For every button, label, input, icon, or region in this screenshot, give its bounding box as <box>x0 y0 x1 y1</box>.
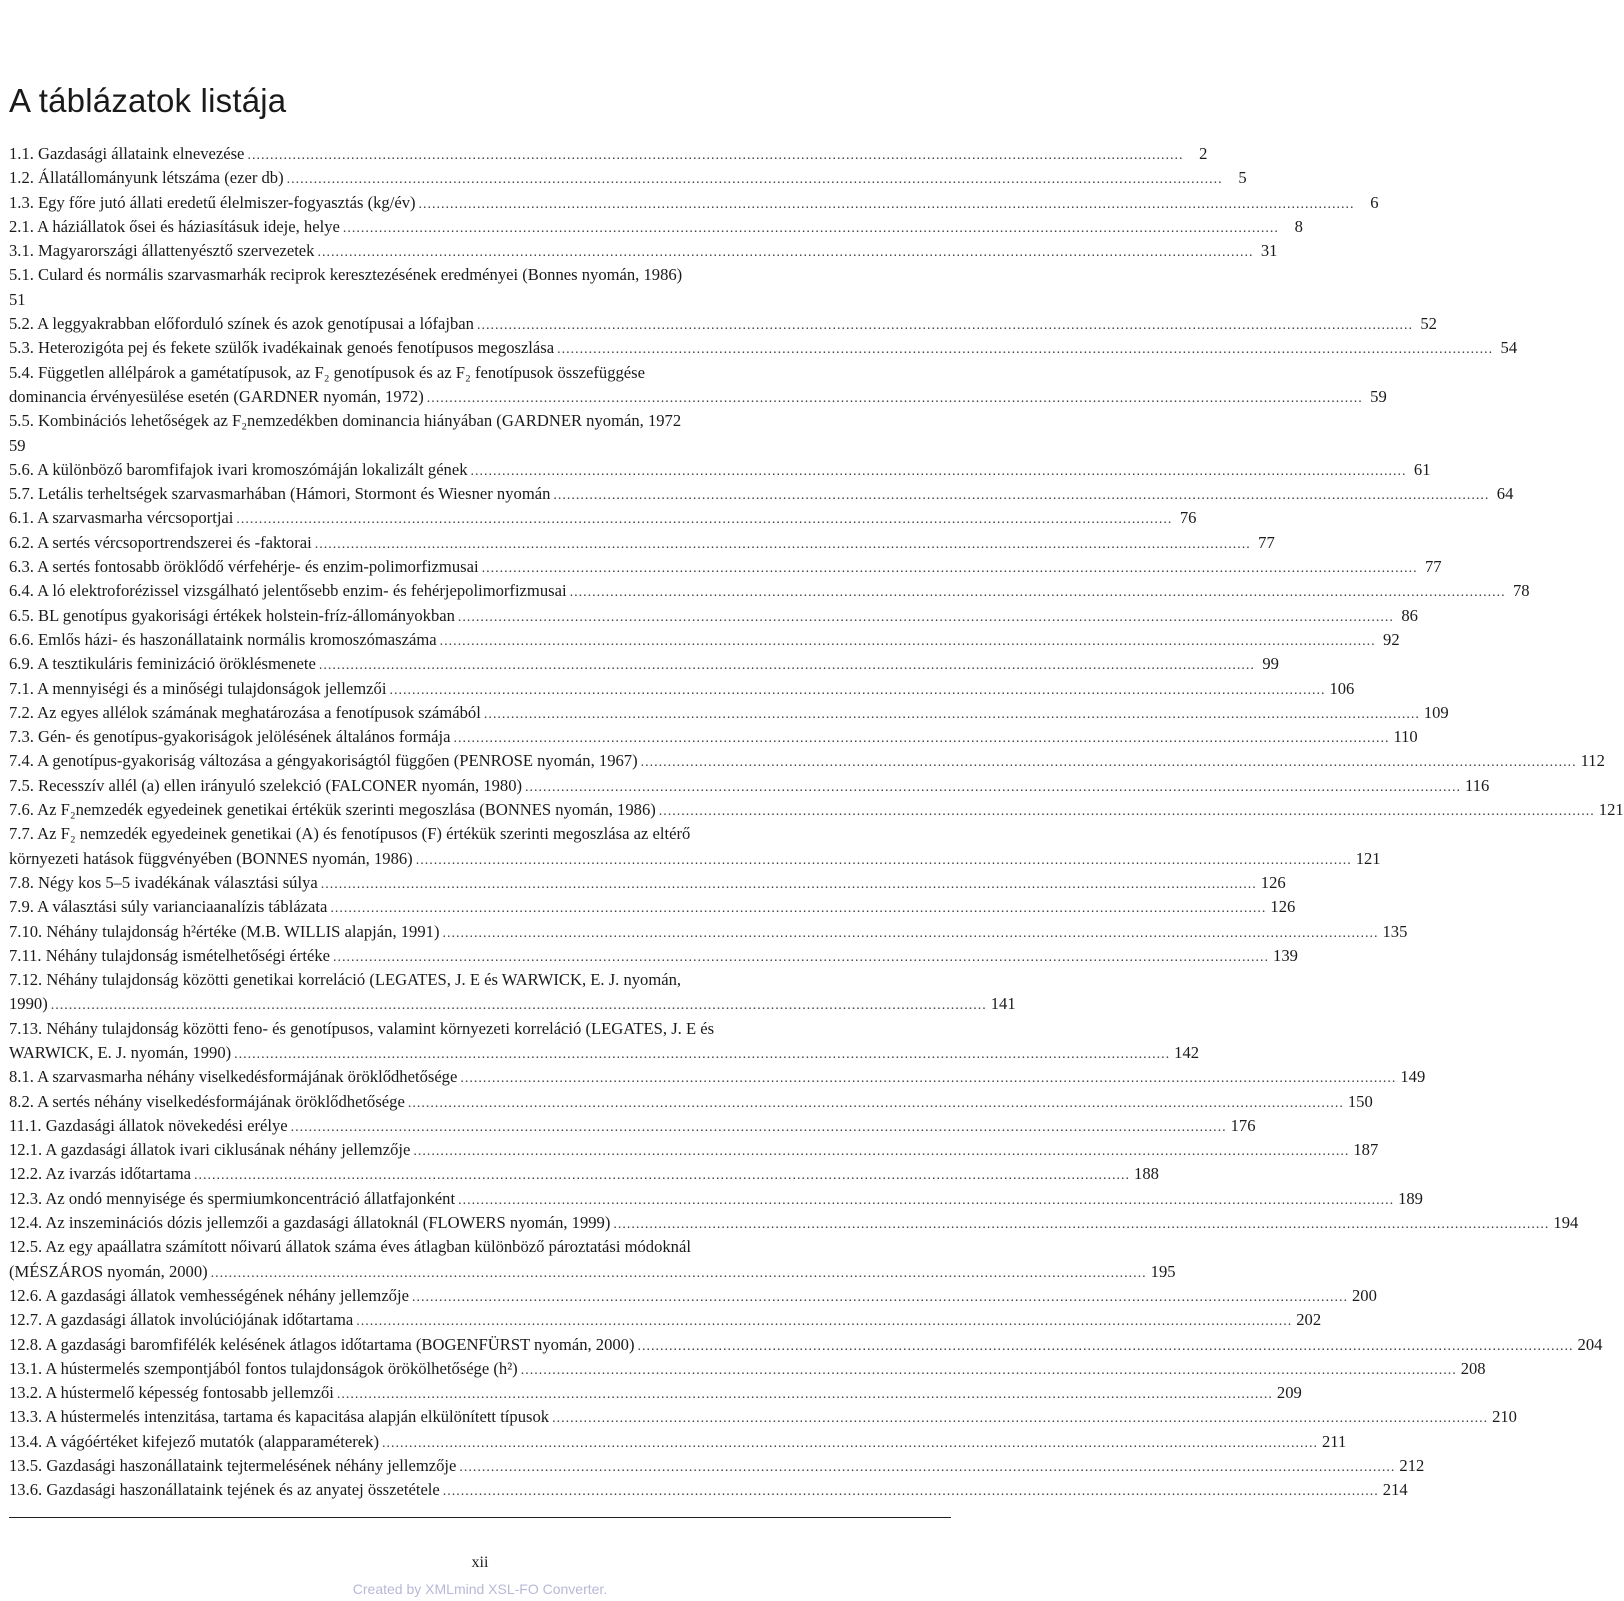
dot-leader <box>567 581 1510 605</box>
dot-leader <box>330 946 1273 970</box>
toc-entry[interactable] <box>9 385 1387 409</box>
toc-entry[interactable] <box>9 1430 1347 1454</box>
toc-entry-title: 12.5. Az egy apaállatra számított nőivarú állatok száma éves átlagban különböző pároztatási módoknál <box>9 1237 691 1257</box>
toc-entry-title: 13.3. A hústermelés intenzitása, tartama és kapacitása alapján elkülönített típusok <box>9 1407 550 1427</box>
toc-entry[interactable] <box>9 992 1016 1016</box>
toc-entry[interactable] <box>9 652 1279 676</box>
toc-page-number: 142 <box>1174 1042 1200 1062</box>
toc-entry[interactable] <box>9 263 849 287</box>
toc-entry-title: 7.2. Az egyes allélok számának meghatározása a fenotípusok számából <box>9 702 481 722</box>
dot-leader <box>284 168 1227 192</box>
creator-note: Created by XMLmind XSL-FO Converter. <box>352 1581 608 1597</box>
toc-entry-title: 7.6. Az F₂nemzedék egyedeinek genetikai értékük szerinti megoszlása (BONNES nyomán, 1986) <box>9 800 656 820</box>
toc-entry-title: 6.5. BL genotípus gyakorisági értékek holstein-fríz-állományokban <box>9 605 455 625</box>
table-list <box>9 142 1624 1503</box>
toc-entry-title: 7.10. Néhány tulajdonság h²értéke (M.B. WILLIS alapján, 1991) <box>9 921 440 941</box>
dot-leader <box>455 1189 1398 1213</box>
toc-page-number: 210 <box>1492 1407 1517 1427</box>
dot-leader <box>518 1359 1461 1383</box>
dot-leader <box>334 1383 1277 1407</box>
footer-divider <box>9 1517 951 1518</box>
dot-leader <box>549 1407 1492 1431</box>
toc-entry-title: 8.1. A szarvasmarha néhány viselkedésformájának öröklődhetősége <box>9 1067 458 1087</box>
toc-entry[interactable] <box>9 798 1624 822</box>
dot-leader <box>455 606 1398 630</box>
toc-page-number: 99 <box>1262 654 1279 674</box>
toc-entry[interactable] <box>9 725 1418 749</box>
toc-page-number: 86 <box>1401 605 1418 625</box>
toc-entry[interactable] <box>9 1211 1579 1235</box>
toc-entry[interactable] <box>9 944 1298 968</box>
toc-page-number: 194 <box>1553 1213 1579 1233</box>
toc-entry[interactable] <box>9 458 1431 482</box>
toc-entry-title: 7.4. A genotípus-gyakoriság változása a géngyakoriságtól függően (PENROSE nyomán, 1967) <box>9 751 638 771</box>
toc-page-number: 189 <box>1398 1188 1423 1208</box>
toc-page-number: 188 <box>1134 1164 1159 1184</box>
toc-entry-title: (MÉSZÁROS nyomán, 2000) <box>9 1261 208 1281</box>
dot-leader <box>327 897 1270 921</box>
toc-entry[interactable] <box>9 1065 1426 1089</box>
toc-entry-title: dominancia érvényesülése esetén (GARDNER nyomán, 1972) <box>9 386 424 406</box>
toc-entry-continuation[interactable] <box>9 288 849 312</box>
toc-entry[interactable] <box>9 749 1605 773</box>
toc-entry[interactable] <box>9 1478 1408 1502</box>
toc-entry-title: 6.2. A sertés vércsoportrendszerei és -faktorai <box>9 532 312 552</box>
toc-page-number: 59 <box>1370 386 1387 406</box>
toc-entry-title: 6.6. Emlős házi- és haszonállataink normális kromoszómaszáma <box>9 629 437 649</box>
dot-leader <box>416 193 1359 217</box>
toc-entry[interactable] <box>9 1114 1256 1138</box>
toc-entry[interactable] <box>9 1284 1377 1308</box>
toc-entry[interactable] <box>9 191 1379 215</box>
dot-leader <box>312 533 1255 557</box>
toc-entry-title: 7.13. Néhány tulajdonság közötti feno- és genotípusos, valamint környezeti korreláció (LEGATES, J. E és <box>9 1018 715 1038</box>
dot-leader <box>522 776 1465 800</box>
toc-entry-title: 8.2. A sertés néhány viselkedésformájának öröklődhetősége <box>9 1091 405 1111</box>
toc-entry-title: 1.3. Egy főre jutó állati eredetű élelmiszer-fogyasztás (kg/év) <box>9 192 416 212</box>
toc-page-number: 77 <box>1424 557 1442 577</box>
dot-leader <box>410 1140 1353 1164</box>
toc-page-number: 149 <box>1400 1067 1426 1087</box>
dot-leader <box>413 849 1356 873</box>
toc-entry[interactable] <box>9 1308 1322 1332</box>
toc-entry[interactable] <box>9 166 1247 190</box>
toc-entry-title: 6.1. A szarvasmarha vércsoportjai <box>9 508 234 528</box>
dot-leader <box>386 679 1329 703</box>
toc-entry[interactable] <box>9 677 1355 701</box>
toc-entry-title: 13.4. A vágóértéket kifejező mutatók (alapparaméterek) <box>9 1431 379 1451</box>
dot-leader <box>288 1116 1231 1140</box>
toc-entry[interactable] <box>9 1187 1423 1211</box>
toc-entry-title: 1.2. Állatállományunk létszáma (ezer db) <box>9 168 284 188</box>
toc-entry-title: 12.2. Az ivarzás időtartama <box>9 1164 192 1184</box>
toc-page-number: 195 <box>1150 1261 1176 1281</box>
toc-entry-title: 7.7. Az F₂ nemzedék egyedeinek genetikai (A) és fenotípusos (F) értékük szerinti megoszlása az eltérő <box>9 824 691 844</box>
toc-page-number: 116 <box>1465 775 1490 795</box>
toc-entry-title: WARWICK, E. J. nyomán, 1990) <box>9 1042 232 1062</box>
dot-leader <box>554 338 1497 362</box>
toc-page-number: 139 <box>1273 945 1298 965</box>
toc-entry[interactable] <box>9 968 849 992</box>
dot-leader <box>638 751 1581 775</box>
dot-leader <box>437 630 1380 654</box>
toc-page-number: 211 <box>1321 1431 1347 1451</box>
toc-entry-title: 12.3. Az ondó mennyisége és spermiumkoncentráció állatfajonként <box>9 1188 456 1208</box>
toc-entry-title: környezeti hatások függvényében (BONNES nyomán, 1986) <box>9 848 413 868</box>
page-number: xii <box>471 1554 489 1571</box>
toc-entry[interactable] <box>9 895 1296 919</box>
dot-leader <box>456 1456 1399 1480</box>
toc-entry-title: 59 <box>9 435 26 455</box>
toc-entry-title: 5.4. Független allélpárok a gamétatípusok, az F₂ genotípusok és az F₂ fenotípusok összefüggése <box>9 362 645 382</box>
toc-page-number: 135 <box>1382 921 1408 941</box>
toc-entry[interactable] <box>9 1090 1373 1114</box>
toc-entry[interactable] <box>9 1041 1200 1065</box>
toc-entry-title: 5.5. Kombinációs lehetőségek az F₂nemzedékben dominancia hiányában (GARDNER nyomán, 1972 <box>9 411 682 431</box>
toc-entry-title: 13.1. A hústermelés szempontjából fontos tulajdonságok örökölhetősége (h²) <box>9 1358 518 1378</box>
dot-leader <box>231 1043 1174 1067</box>
toc-page-number: 214 <box>1382 1480 1408 1500</box>
toc-entry-title: 2.1. A háziállatok ősei és háziasításuk ideje, helye <box>9 216 340 236</box>
dot-leader <box>48 994 991 1018</box>
dot-leader <box>379 1432 1322 1456</box>
toc-page-number: 209 <box>1276 1383 1302 1403</box>
toc-entry-title: 7.3. Gén- és genotípus-gyakoriságok jelölésének általános formája <box>9 727 451 747</box>
toc-entry[interactable] <box>9 920 1408 944</box>
toc-entry[interactable] <box>9 1454 1425 1478</box>
toc-page-number: 200 <box>1351 1285 1377 1305</box>
toc-entry-title: 5.2. A leggyakrabban előforduló színek és azok genotípusai a lófajban <box>9 314 474 334</box>
toc-entry[interactable] <box>9 1260 1176 1284</box>
toc-entry-title: 1990) <box>9 994 48 1014</box>
dot-leader <box>316 654 1259 678</box>
toc-page-number: 202 <box>1296 1310 1322 1330</box>
toc-entry-title: 3.1. Magyarországi állattenyésztő szervezetek <box>9 241 315 261</box>
toc-page-number: 126 <box>1270 897 1296 917</box>
toc-page-number: 2 <box>1199 144 1208 163</box>
toc-page-number: 126 <box>1260 872 1286 892</box>
dot-leader <box>550 484 1493 508</box>
toc-entry-title: 13.2. A hústermelő képesség fontosabb jellemzői <box>9 1383 334 1403</box>
toc-entry-title: 1.1. Gazdasági állataink elnevezése <box>9 144 245 163</box>
toc-page-number: 150 <box>1347 1091 1373 1111</box>
toc-entry-title: 7.1. A mennyiségi és a minőségi tulajdonságok jellemzői <box>9 678 387 698</box>
toc-entry-title: 12.7. A gazdasági állatok involúciójának időtartama <box>9 1310 354 1330</box>
dot-leader <box>208 1262 1151 1286</box>
toc-page-number: 54 <box>1500 338 1518 358</box>
toc-page-number: 121 <box>1598 800 1624 820</box>
toc-page-number: 6 <box>1370 192 1379 212</box>
toc-page-number: 77 <box>1258 532 1275 552</box>
toc-entry[interactable] <box>9 506 1197 530</box>
toc-entry[interactable] <box>9 142 1208 166</box>
toc-entry[interactable] <box>9 1235 849 1259</box>
toc-page-number: 8 <box>1294 216 1303 236</box>
toc-entry-title: 5.7. Letális terheltségek szarvasmarhában (Hámori, Stormont és Wiesner nyomán <box>9 484 551 504</box>
page-title: A táblázatok listája <box>9 82 287 119</box>
toc-entry-title: 6.3. A sertés fontosabb öröklődő vérfehérje- és enzim-polimorfizmusai <box>9 557 479 577</box>
toc-entry[interactable] <box>9 239 1278 263</box>
toc-page-number: 64 <box>1496 484 1514 504</box>
toc-entry-title: 5.6. A különböző baromfifajok ivari kromoszómáján lokalizált gének <box>9 459 468 479</box>
dot-leader <box>439 922 1382 946</box>
dot-leader <box>409 1286 1352 1310</box>
dot-leader <box>610 1213 1553 1237</box>
toc-entry[interactable] <box>9 1138 1379 1162</box>
dot-leader <box>479 557 1422 581</box>
dot-leader <box>191 1164 1134 1188</box>
dot-leader <box>424 387 1367 411</box>
toc-entry[interactable] <box>9 1381 1302 1405</box>
dot-leader <box>635 1335 1578 1359</box>
toc-entry-title: 5.3. Heterozigóta pej és fekete szülők ivadékainak genoés fenotípusos megoszlása <box>9 338 555 358</box>
toc-page-number: 141 <box>990 994 1016 1014</box>
toc-entry[interactable] <box>9 1017 849 1041</box>
toc-entry[interactable] <box>9 215 1303 239</box>
toc-page-number: 112 <box>1580 751 1605 771</box>
toc-page-number: 106 <box>1329 678 1355 698</box>
toc-page-number: 78 <box>1512 581 1530 601</box>
toc-entry[interactable] <box>9 871 1286 895</box>
toc-entry[interactable] <box>9 531 1275 555</box>
toc-entry[interactable] <box>9 1405 1517 1429</box>
toc-entry-title: 12.6. A gazdasági állatok vemhességének néhány jellemzője <box>9 1285 409 1305</box>
toc-entry[interactable] <box>9 336 1518 360</box>
toc-page-number: 204 <box>1577 1334 1603 1354</box>
toc-entry[interactable] <box>9 482 1514 506</box>
toc-page-number: 76 <box>1179 508 1197 528</box>
toc-page-number: 31 <box>1260 241 1278 261</box>
dot-leader <box>318 873 1261 897</box>
toc-entry-title: 12.8. A gazdasági baromfifélék kelésének átlagos időtartama (BOGENFÜRST nyomán, 2000) <box>9 1334 635 1354</box>
toc-entry[interactable] <box>9 847 1381 871</box>
toc-entry[interactable] <box>9 579 1530 603</box>
toc-entry-title: 5.1. Culard és normális szarvasmarhák reciprok keresztezésének eredményei (Bonnes nyomán, 1986) <box>9 265 683 285</box>
toc-entry[interactable] <box>9 774 1490 798</box>
toc-entry[interactable] <box>9 555 1442 579</box>
dot-leader <box>440 1480 1383 1504</box>
toc-entry[interactable] <box>9 604 1418 628</box>
toc-page-number: 176 <box>1230 1115 1256 1135</box>
toc-entry[interactable] <box>9 1162 1159 1186</box>
toc-page-number: 109 <box>1423 702 1449 722</box>
toc-entry-title: 7.12. Néhány tulajdonság közötti genetikai korreláció (LEGATES, J. E és WARWICK, E. J. nyomán, <box>9 970 682 990</box>
toc-entry[interactable] <box>9 628 1400 652</box>
toc-page-number: 110 <box>1393 727 1418 747</box>
dot-leader <box>450 727 1393 751</box>
toc-entry[interactable] <box>9 361 849 385</box>
dot-leader <box>244 144 1187 168</box>
toc-page-number: 187 <box>1353 1140 1379 1160</box>
toc-entry-title: 12.4. Az inszeminációs dózis jellemzői a gazdasági állatoknál (FLOWERS nyomán, 1999) <box>9 1213 611 1233</box>
dot-leader <box>233 508 1176 532</box>
toc-entry[interactable] <box>9 701 1449 725</box>
toc-page-number: 5 <box>1238 168 1247 188</box>
toc-entry-title: 13.5. Gazdasági haszonállataink tejtermelésének néhány jellemzője <box>9 1456 457 1476</box>
dot-leader <box>656 800 1599 824</box>
toc-page-number: 52 <box>1420 314 1437 334</box>
dot-leader <box>340 217 1283 241</box>
toc-entry-title: 12.1. A gazdasági állatok ivari ciklusának néhány jellemzője <box>9 1140 411 1160</box>
toc-entry-title: 6.4. A ló elektroforézissel vizsgálható jelentősebb enzim- és fehérjepolimorfizmusai <box>9 581 567 601</box>
toc-entry-title: 6.9. A tesztikuláris feminizáció öröklésmenete <box>9 654 316 674</box>
dot-leader <box>468 460 1411 484</box>
toc-entry-title: 11.1. Gazdasági állatok növekedési erélye <box>9 1115 288 1135</box>
toc-entry[interactable] <box>9 1357 1486 1381</box>
toc-entry-title: 7.8. Négy kos 5–5 ivadékának választási súlya <box>9 872 318 892</box>
toc-entry[interactable] <box>9 1333 1603 1357</box>
toc-entry[interactable] <box>9 409 849 433</box>
dot-leader <box>314 241 1257 265</box>
toc-page-number: 212 <box>1399 1456 1425 1476</box>
toc-entry-title: 51 <box>9 289 26 309</box>
dot-leader <box>481 703 1424 727</box>
toc-page-number: 92 <box>1383 629 1400 649</box>
dot-leader <box>457 1067 1400 1091</box>
toc-entry-title: 13.6. Gazdasági haszonállataink tejének és az anyatej összetétele <box>9 1480 440 1500</box>
dot-leader <box>474 314 1417 338</box>
toc-page-number: 61 <box>1413 459 1431 479</box>
toc-entry-title: 7.9. A választási súly varianciaanalízis táblázata <box>9 897 328 917</box>
toc-page-number: 208 <box>1460 1358 1486 1378</box>
toc-entry-title: 7.11. Néhány tulajdonság ismételhetőségi értéke <box>9 945 331 965</box>
dot-leader <box>405 1092 1348 1116</box>
toc-entry[interactable] <box>9 822 849 846</box>
toc-entry[interactable] <box>9 312 1437 336</box>
toc-entry-title: 7.5. Recesszív allél (a) ellen irányuló szelekció (FALCONER nyomán, 1980) <box>9 775 523 795</box>
toc-page-number: 121 <box>1355 848 1381 868</box>
toc-entry-continuation[interactable] <box>9 434 849 458</box>
dot-leader <box>353 1310 1296 1334</box>
